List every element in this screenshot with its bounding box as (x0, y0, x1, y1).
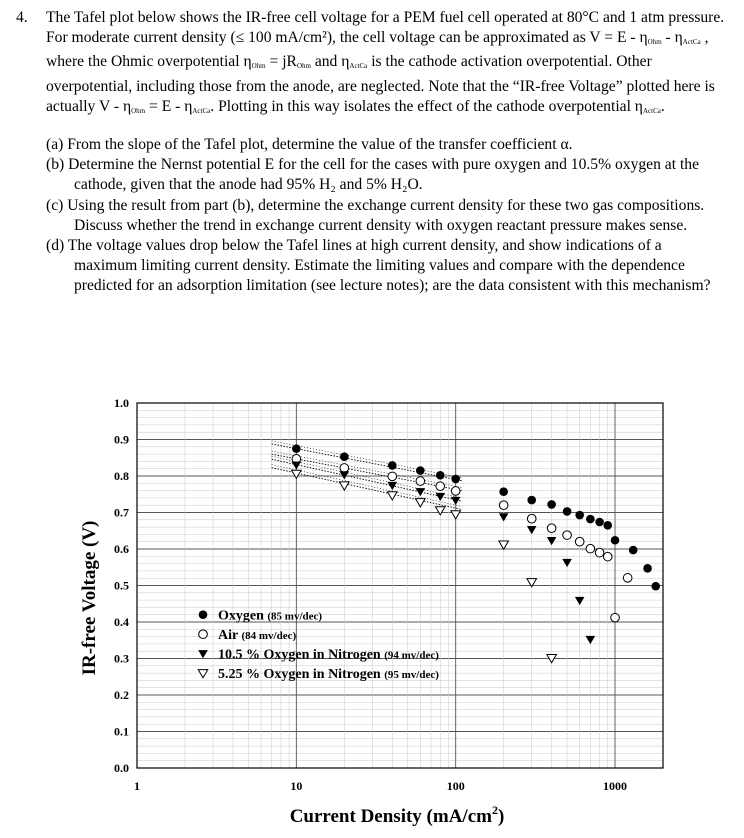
axis-ticks (114, 396, 627, 793)
x-axis-label: Current Density $(mA/cm^2)$ (289, 803, 505, 827)
y-tick-label: 0.0 (114, 761, 129, 775)
legend-marker-2 (199, 630, 208, 639)
data-point-series-4 (451, 511, 461, 519)
legend-marker-1 (199, 610, 208, 619)
data-point-series-3 (562, 559, 572, 567)
data-point-series-3 (575, 597, 585, 605)
data-point-series-4 (435, 507, 445, 515)
data-point-series-2 (611, 613, 620, 622)
data-point-series-2 (603, 552, 612, 561)
y-tick-label: 0.5 (114, 578, 129, 593)
part-b: (b) Determine the Nernst potential E for the cell for the cases with pure oxygen and 10.5% oxygen at the cathode, given that the anode had 95% H₂ and 5% H₂O. (46, 156, 699, 194)
part-a: (a) From the slope of the Tafel plot, determine the value of the transfer coefficient α. (46, 136, 573, 154)
data-point-series-1 (563, 507, 572, 516)
legend-label-3: 10.5 % Oxygen in Nitrogen (94 mv/dec) (218, 647, 439, 663)
y-tick-label: 0.4 (114, 615, 129, 629)
data-point-series-3 (387, 482, 397, 490)
data-point-series-1 (527, 496, 536, 505)
data-point-series-1 (416, 466, 425, 475)
data-point-series-1 (643, 564, 652, 573)
tafel-chart (0, 380, 744, 838)
data-point-series-3 (586, 636, 596, 644)
data-point-series-2 (547, 524, 556, 533)
y-axis-label: IR-free Voltage (V) (79, 520, 100, 676)
fit-line-series-4 (272, 468, 463, 510)
y-tick-label: 0.8 (114, 469, 129, 483)
legend-label-1: Oxygen (85 mv/dec) (218, 608, 323, 624)
data-points (292, 444, 660, 662)
part-c: (c) Using the result from part (b), determine the exchange current density for these two gas compositions. Discuss whether the trend in exchange current density with oxygen reactant pressure makes sense. (46, 196, 705, 234)
data-point-series-4 (416, 499, 426, 507)
problem-text (16, 8, 728, 297)
data-point-series-1 (629, 546, 638, 555)
data-point-series-1 (611, 536, 620, 545)
x-tick-label: 10 (290, 779, 303, 793)
data-point-series-4 (499, 541, 509, 549)
data-point-series-2 (563, 531, 572, 540)
data-point-series-3 (547, 537, 557, 545)
data-point-series-1 (586, 515, 595, 524)
data-point-series-2 (575, 537, 584, 546)
data-point-series-4 (340, 482, 350, 490)
data-point-series-2 (499, 501, 508, 510)
data-point-series-3 (499, 513, 509, 521)
data-point-series-1 (388, 461, 397, 470)
data-point-series-2 (416, 477, 425, 486)
legend-label-2: Air (84 mv/dec) (218, 628, 297, 644)
data-point-series-1 (499, 487, 508, 496)
data-point-series-3 (340, 471, 350, 479)
data-point-series-1 (451, 475, 460, 484)
legend-marker-3 (198, 650, 208, 658)
legend-label-4: 5.25 % Oxygen in Nitrogen (95 mv/dec) (218, 667, 439, 683)
question-parts (46, 135, 728, 297)
data-point-series-1 (595, 518, 604, 527)
data-point-series-2 (436, 482, 445, 491)
x-tick-label: 1000 (603, 779, 628, 793)
legend-marker-4 (198, 670, 208, 678)
legend (198, 609, 439, 683)
data-point-series-4 (292, 470, 302, 478)
grid (137, 403, 663, 768)
data-point-series-1 (651, 582, 660, 591)
data-point-series-2 (340, 464, 349, 473)
data-point-series-1 (292, 444, 301, 453)
data-point-series-2 (623, 574, 632, 583)
x-tick-label: 100 (446, 779, 465, 793)
part-d: (d) The voltage values drop below the Tafel lines at high current density, and show indications of a maximum limiting current density. Estimate the limiting values and compare with the dependence predicted for an adsorption limitation (see lecture notes); are the data consistent with this mechanism? (46, 237, 711, 295)
data-point-series-1 (547, 500, 556, 509)
data-point-series-3 (416, 488, 426, 496)
y-tick-label: 0.3 (114, 651, 129, 666)
fit-line-series-3 (272, 459, 463, 501)
y-tick-label: 1.0 (114, 396, 129, 410)
data-point-series-3 (527, 526, 537, 534)
data-point-series-2 (451, 487, 460, 496)
data-point-series-2 (388, 472, 397, 481)
y-tick-label: 0.7 (114, 505, 129, 520)
data-point-series-3 (292, 461, 302, 469)
y-tick-label: 0.6 (114, 542, 129, 556)
data-point-series-1 (603, 521, 612, 530)
data-point-series-1 (575, 511, 584, 520)
data-point-series-2 (586, 544, 595, 553)
y-tick-label: 0.2 (114, 688, 129, 702)
tafel-fit-lines (272, 441, 463, 510)
y-tick-label: 0.1 (114, 724, 129, 739)
data-point-series-2 (595, 548, 604, 557)
data-point-series-4 (387, 492, 397, 500)
data-point-series-2 (527, 514, 536, 523)
y-tick-label: 0.9 (114, 432, 129, 447)
question-number: 4. (16, 9, 28, 26)
data-point-series-3 (435, 493, 445, 501)
data-point-series-1 (340, 452, 349, 461)
question-intro: The Tafel plot below shows the IR-free cell voltage for a PEM fuel cell operated at 80°C and 1 atm pressure. For moderate current density (≤ 100 mA/cm²), the cell voltage can be approximated as $V = E - \eta_{Ohm} - \eta_{ActCa}$ , where the Ohmic overpotential $\eta_{Ohm} = jR_{Ohm}$ and $\eta_{ActCa}$ is the cathode activation overpotential. Other overpotential, including those from the anode, are neglected. Note that the “IR-free Voltage” plotted here is actually $V - \eta_{Ohm} = E - \eta_{ActCa}$. Plotting in this way isolates the effect of the cathode overpotential $\eta_{ActCa}$. (46, 9, 725, 115)
x-tick-label: 1 (134, 779, 140, 793)
data-point-series-1 (436, 471, 445, 480)
data-point-series-3 (451, 497, 461, 505)
